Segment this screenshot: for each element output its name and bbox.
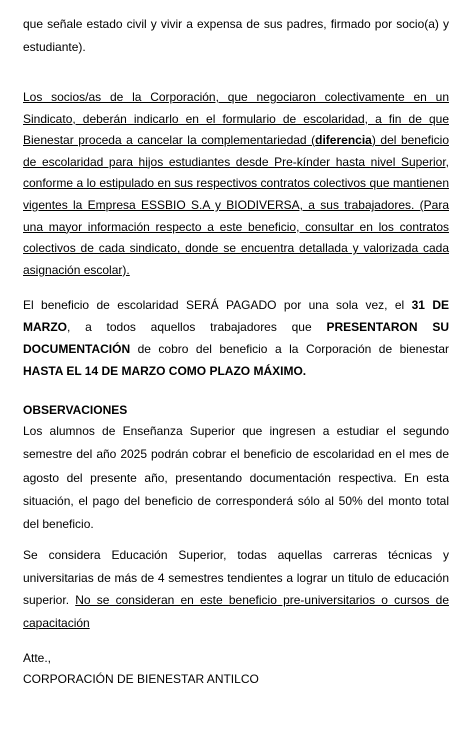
closing-salutation: Atte., [23, 651, 52, 665]
paragraph-text: Los socios/as de la Corporación, que negociaron colectivamente en un Sindicato, deberán indicarlo en el formulario de escolaridad, a fin de que Bienestar proceda a cancelar la complementariedad ( [23, 90, 449, 148]
bold-documentation: PRESENTARON SU DOCUMENTACIÓN [23, 320, 449, 356]
paragraph-text: , a todos aquellos trabajadores que [67, 320, 327, 334]
paragraph-text: Se considera Educación Superior, todas aquellas carreras técnicas y universitarias de más de 4 semestres tendientes a lograr un titulo de educación superior. [23, 548, 449, 608]
section-heading-observaciones: OBSERVACIONES [23, 403, 128, 417]
paragraph-observaciones [23, 420, 449, 536]
paragraph-intro-continuation [23, 13, 449, 59]
paragraph-payment [23, 294, 449, 382]
bold-date: 31 DE MARZO [23, 298, 449, 334]
paragraph-educacion-superior [23, 544, 449, 634]
paragraph-text: ) del beneficio de escolaridad para hijos estudiantes desde Pre-kínder hasta nivel Superior, conforme a lo estipulado en sus respectivos contratos colectivos que mantienen vigentes la Empresa ESSBIO S.A y BIODIVERSA, a sus trabajadores. (Para una mayor información respecto a este beneficio, consultar en los contratos colectivos de cada sindicato, donde se encuentra detallada y valorizada cada asignación escolar). [23, 133, 449, 277]
bold-term: diferencia [315, 133, 372, 148]
paragraph-text: El beneficio de escolaridad SERÁ PAGADO por una sola vez, el [23, 298, 412, 312]
paragraph-text: de cobro del beneficio a la Corporación de bienestar [130, 342, 449, 356]
paragraph-text: que señale estado civil y vivir a expensa de sus padres, firmado por socio(a) y estudiante). [23, 17, 449, 54]
paragraph-text: Los alumnos de Enseñanza Superior que ingresen a estudiar el segundo semestre del año 2025 podrán cobrar el beneficio de escolaridad en el mes de agosto del presente año, presentando documentación respectiva. En esta situación, el pago del beneficio de corresponderá sólo al 50% del monto total del beneficio. [23, 424, 449, 532]
bold-deadline: HASTA EL 14 DE MARZO COMO PLAZO MÁXIMO. [23, 364, 307, 378]
underlined-exclusion: No se consideran en este beneficio pre-universitarios o cursos de capacitación [23, 593, 450, 630]
paragraph-sindicato [23, 87, 449, 281]
signature-organization: CORPORACIÓN DE BIENESTAR ANTILCO [23, 672, 259, 686]
